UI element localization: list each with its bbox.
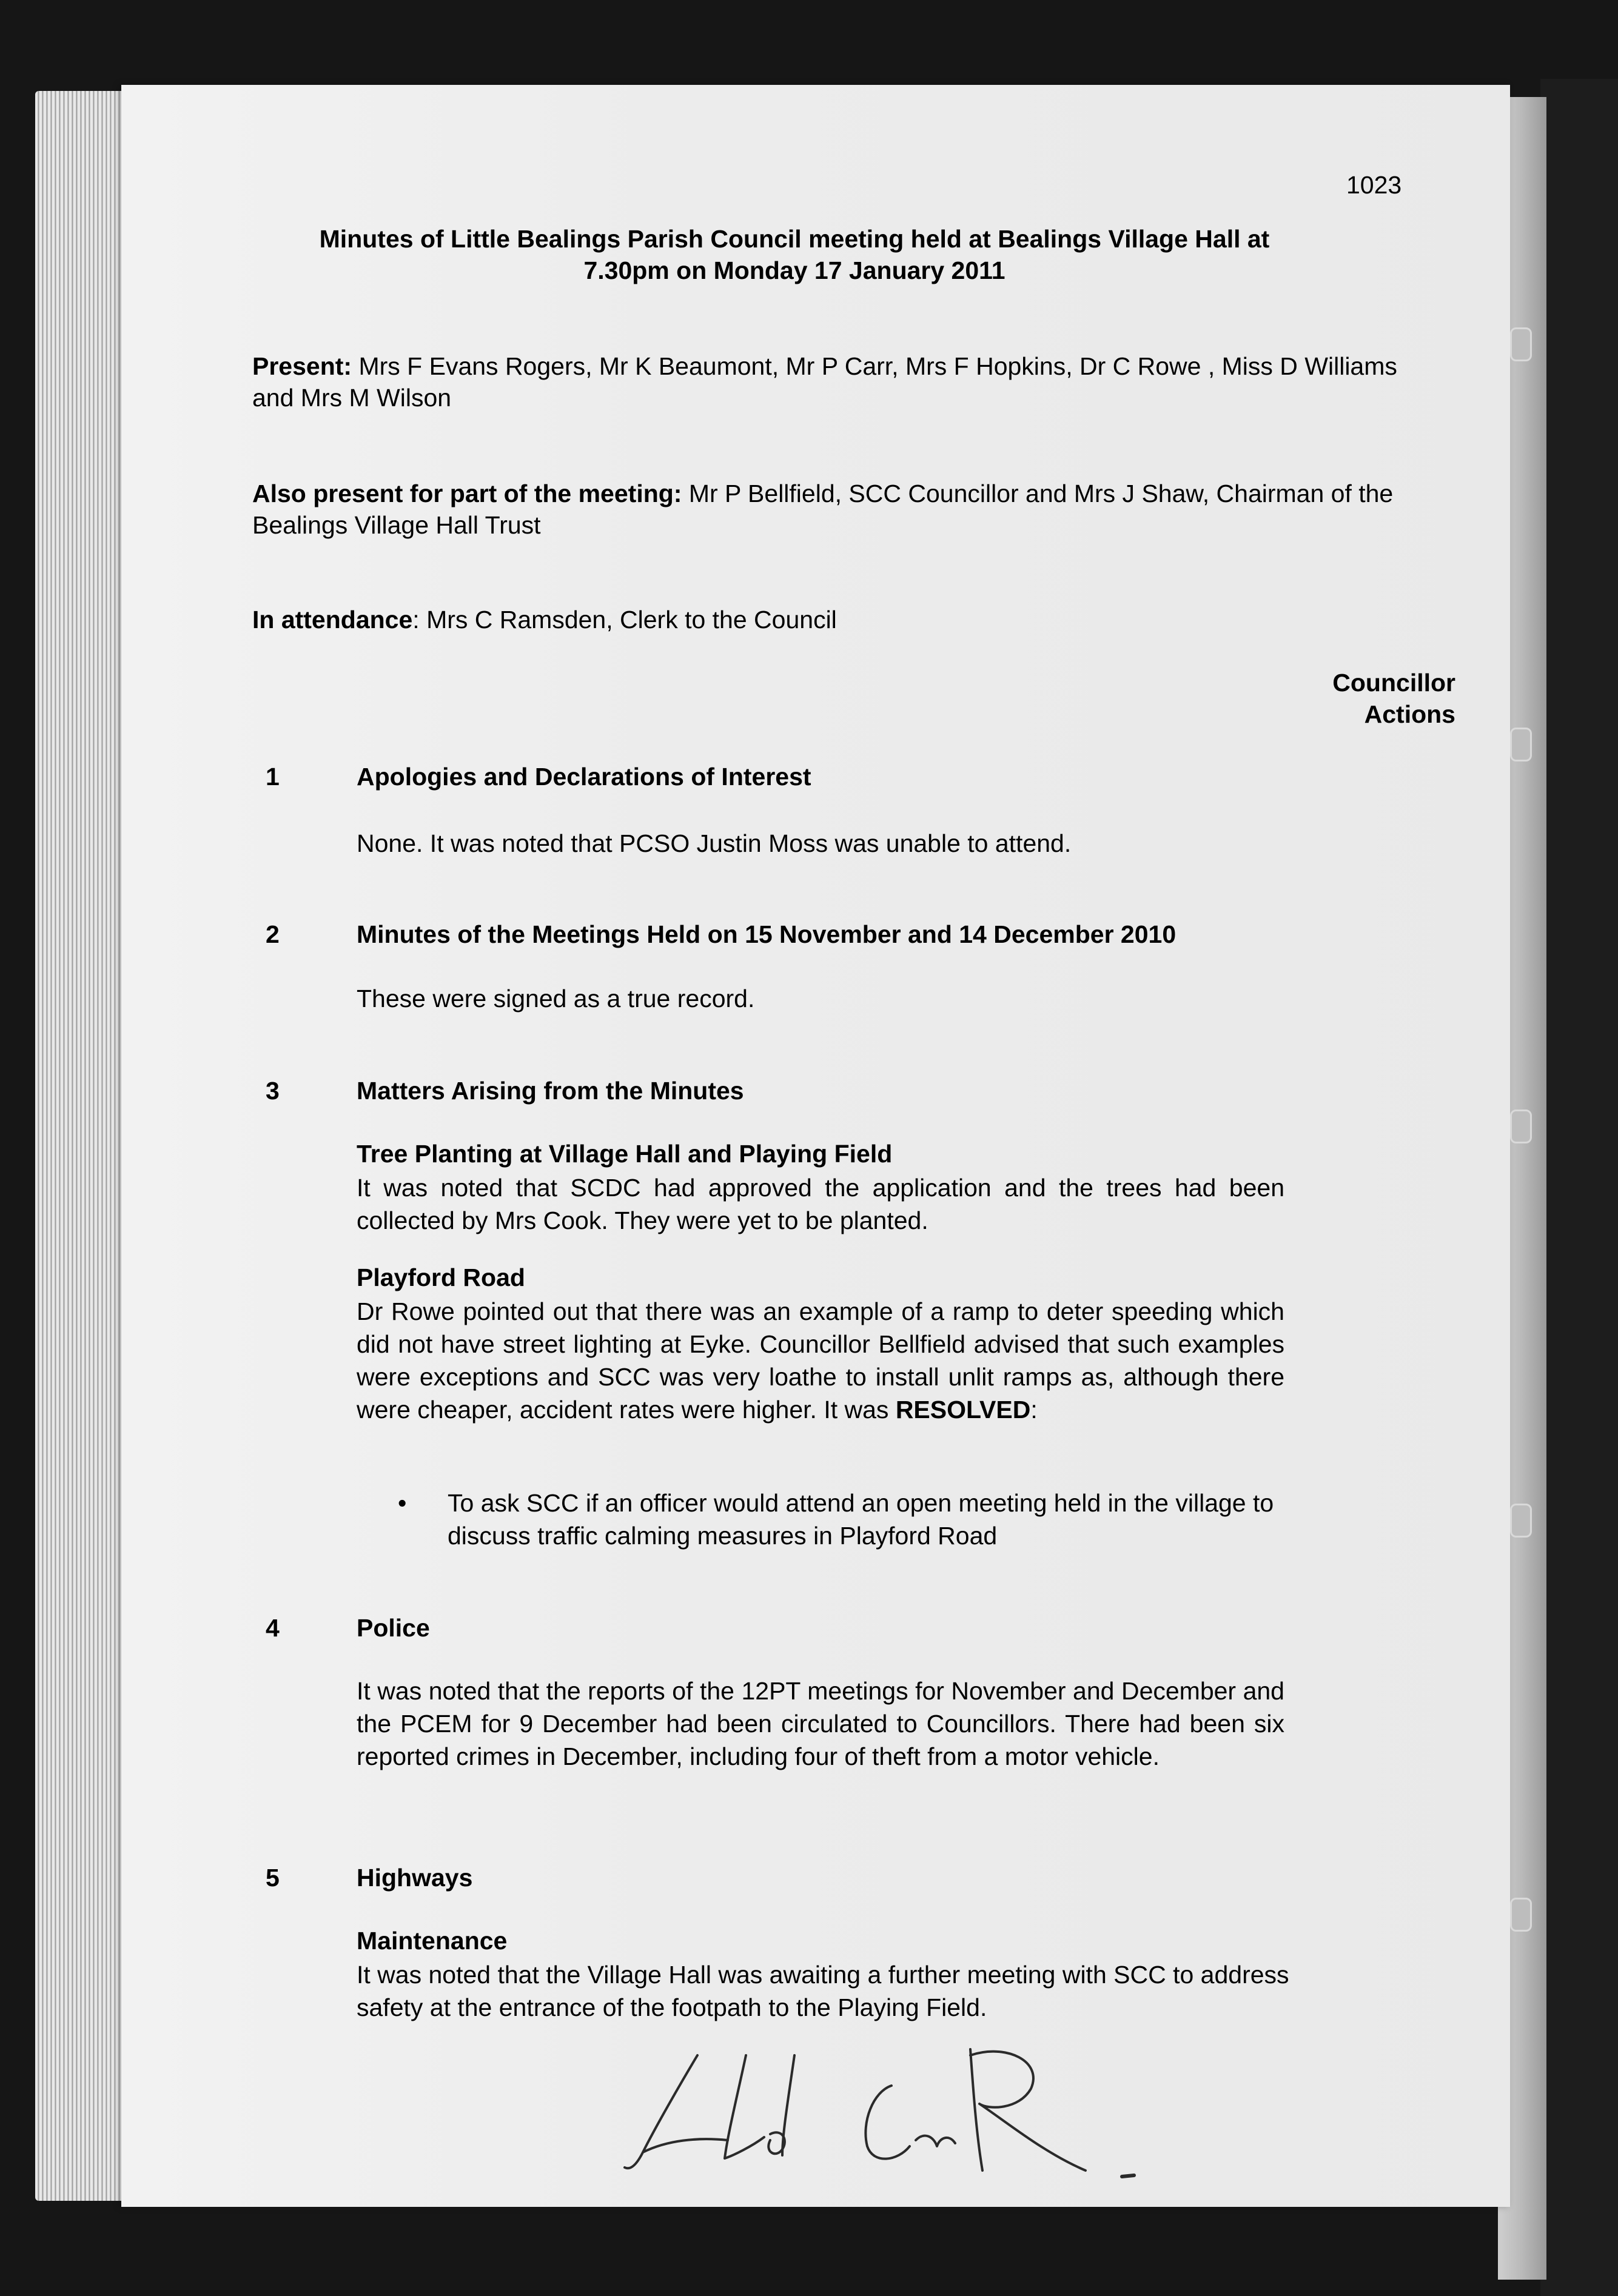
item-number: 4 <box>266 1614 280 1642</box>
subheading: Maintenance <box>357 1927 508 1955</box>
item-number: 5 <box>266 1864 280 1892</box>
handwritten-signature <box>606 2031 1140 2189</box>
binder-ring-hole <box>1510 1504 1532 1538</box>
sub-body: It was noted that SCDC had approved the application and the trees had been collected by Mrs Cook. They were yet to be planted. <box>357 1174 1284 1234</box>
item-body: None. It was noted that PCSO Justin Moss was unable to attend. <box>357 829 1072 857</box>
item-number: 2 <box>266 920 280 948</box>
item-heading: Highways <box>357 1864 473 1892</box>
bullet-glyph: • <box>398 1489 407 1517</box>
present-paragraph <box>252 350 1435 413</box>
bullet-text: To ask SCC if an officer would attend an open meeting held in the village to discuss traffic calming measures in Playford Road <box>448 1489 1274 1550</box>
actions-header-line-1: Councillor <box>1332 669 1455 697</box>
item-heading: Matters Arising from the Minutes <box>357 1077 744 1105</box>
binder-ring-hole <box>1510 327 1532 361</box>
item-body: It was noted that the reports of the 12PT meetings for November and December and the PCEM for 9 December had been circulated to Councillors. There had been six reported crimes in December, including four of theft from a motor vehicle. <box>357 1677 1284 1770</box>
item-body: These were signed as a true record. <box>357 985 755 1012</box>
binder-strip <box>1540 79 1618 2296</box>
resolved-label: RESOLVED <box>895 1396 1031 1424</box>
actions-header-line-2: Actions <box>1364 700 1455 728</box>
present-text: Mrs F Evans Rogers, Mr K Beaumont, Mr P Carr, Mrs F Hopkins, Dr C Rowe , Miss D Williams and Mrs M Wilson <box>252 352 1397 412</box>
resolved-colon: : <box>1030 1396 1038 1424</box>
title-line-1: Minutes of Little Bealings Parish Council meeting held at Bealings Village Hall at <box>319 225 1270 253</box>
item-heading: Police <box>357 1614 430 1642</box>
page-number: 1023 <box>1346 171 1402 199</box>
binder-ring-hole <box>1510 1110 1532 1143</box>
item-number: 1 <box>266 763 280 791</box>
attendance-paragraph <box>252 604 1435 635</box>
page-stack-edges <box>35 91 126 2201</box>
resolution-bullet <box>398 1487 1339 1552</box>
title-line-2: 7.30pm on Monday 17 January 2011 <box>583 256 1005 284</box>
item-heading: Minutes of the Meetings Held on 15 November and 14 December 2010 <box>357 920 1177 948</box>
item-number: 3 <box>266 1077 280 1105</box>
subheading: Tree Planting at Village Hall and Playing Field <box>357 1140 893 1168</box>
playford-road-text: Dr Rowe pointed out that there was an example of a ramp to deter speeding which did not have street lighting at Eyke. Councillor Bellfield advised that such examples were exceptions and SCC was very loathe to install unlit ramps as, although there were cheaper, accident rates were higher. It was <box>357 1297 1284 1424</box>
sub-body: It was noted that the Village Hall was awaiting a further meeting with SCC to address safety at the entrance of the footpath to the Playing Field. <box>357 1961 1289 2021</box>
subheading: Playford Road <box>357 1263 525 1291</box>
document-title <box>230 223 1358 286</box>
also-present-text: Mr P Bellfield, SCC Councillor and Mrs J Shaw, Chairman of the Bealings Village Hall Trust <box>252 480 1394 539</box>
also-present-paragraph <box>252 478 1435 541</box>
councillor-actions-header <box>1298 667 1455 730</box>
sub-body <box>357 1295 1284 1426</box>
binder-ring-hole <box>1510 728 1532 761</box>
present-label: Present: <box>252 352 352 380</box>
item-heading: Apologies and Declarations of Interest <box>357 763 811 791</box>
binder-ring-hole <box>1510 1898 1532 1932</box>
attendance-label: In attendance <box>252 606 413 634</box>
also-present-label: Also present for part of the meeting: <box>252 480 682 507</box>
attendance-text: : Mrs C Ramsden, Clerk to the Council <box>412 606 837 634</box>
